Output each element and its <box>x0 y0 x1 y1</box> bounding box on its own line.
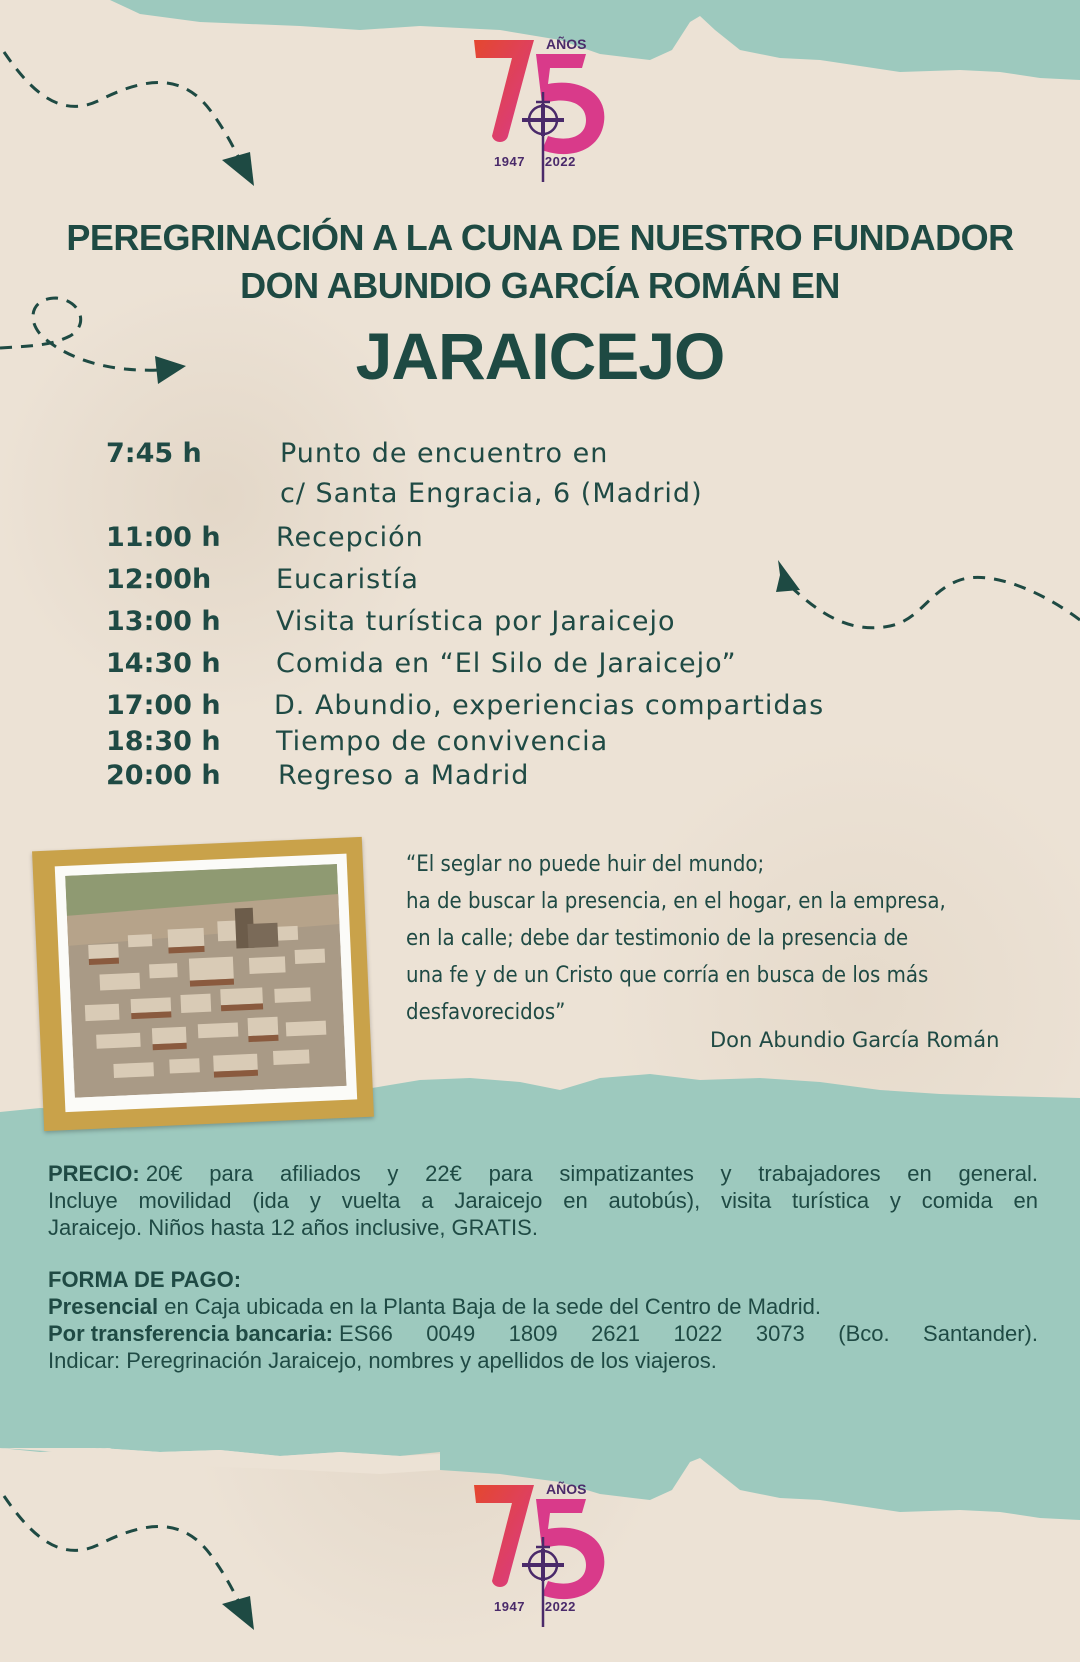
price-text-3: Jaraicejo. Niños hasta 12 años inclusive, GRATIS. <box>48 1215 538 1240</box>
quote-author: Don Abundio García Román <box>710 1028 1000 1052</box>
schedule-desc: Visita turística por Jaraicejo <box>276 606 676 637</box>
payment-transfer <box>48 1320 1038 1347</box>
schedule-desc: Recepción <box>276 522 424 553</box>
town-photo-frame <box>32 837 374 1131</box>
schedule-desc: Tiempo de convivencia <box>276 726 609 757</box>
schedule-time: 18:30 h <box>106 726 221 757</box>
logo-years <box>494 154 596 169</box>
payment-label: FORMA DE PAGO: <box>48 1267 242 1292</box>
title-line-2: DON ABUNDIO GARCÍA ROMÁN EN <box>240 265 840 306</box>
quote-line: ha de buscar la presencia, en el hogar, en la empresa, <box>406 889 946 914</box>
town-aerial-photo <box>65 864 346 1098</box>
presencial-text: en Caja ubicada en la Planta Baja de la sede del Centro de Madrid. <box>164 1294 821 1319</box>
payment-indicate <box>48 1347 1038 1374</box>
title-place: JARAICEJO <box>355 319 725 393</box>
price-line-3 <box>48 1214 1038 1241</box>
schedule-desc: c/ Santa Engracia, 6 (Madrid) <box>280 478 703 509</box>
price-text-1: 20€ para afiliados y 22€ para simpatizantes y trabajadores en general. <box>145 1161 1038 1186</box>
price-label: PRECIO: <box>48 1161 140 1186</box>
schedule-time: 20:00 h <box>106 760 221 791</box>
quote-line: desfavorecidos” <box>406 1000 566 1025</box>
schedule-time: 17:00 h <box>106 690 221 721</box>
schedule-time: 14:30 h <box>106 648 221 679</box>
logo-end-year: 2022 <box>544 1599 576 1614</box>
arrowhead-top-left <box>222 152 254 186</box>
payment-presencial <box>48 1293 1038 1320</box>
quote-line: en la calle; debe dar testimonio de la presencia de <box>406 926 909 951</box>
anniversary-logo-top <box>468 32 618 182</box>
schedule-desc: D. Abundio, experiencias compartidas <box>274 690 825 721</box>
schedule-time: 12:00h <box>106 564 212 595</box>
price-info <box>48 1160 1038 1241</box>
dashed-arrow-right <box>790 577 1080 627</box>
schedule-desc: Comida en “El Silo de Jaraicejo” <box>276 648 737 679</box>
transfer-label: Por transferencia bancaria: <box>48 1321 333 1346</box>
schedule-time: 7:45 h <box>106 438 202 469</box>
logo-start-year: 1947 <box>494 1599 525 1614</box>
founder-quote <box>406 846 1046 1031</box>
payment-info <box>48 1266 1038 1374</box>
schedule-time: 13:00 h <box>106 606 221 637</box>
logo-anos-label: AÑOS <box>546 1481 587 1497</box>
schedule-desc: Eucaristía <box>276 564 419 595</box>
presencial-label: Presencial <box>48 1294 159 1319</box>
schedule-desc: Punto de encuentro en <box>280 438 609 469</box>
dashed-arrow-top-left <box>4 52 245 170</box>
payment-heading <box>48 1266 1038 1293</box>
price-line-1 <box>48 1160 1038 1187</box>
schedule-time: 11:00 h <box>106 522 221 553</box>
logo-years <box>494 1599 596 1614</box>
title-line-1: PEREGRINACIÓN A LA CUNA DE NUESTRO FUNDADOR <box>66 217 1014 258</box>
price-line-2 <box>48 1187 1038 1214</box>
logo-start-year: 1947 <box>494 154 525 169</box>
dashed-arrow-bottom-left <box>4 1496 245 1614</box>
transfer-text: ES66 0049 1809 2621 1022 3073 (Bco. Santander). <box>339 1321 1038 1346</box>
quote-line: “El seglar no puede huir del mundo; <box>406 852 765 877</box>
price-text-2: Incluye movilidad (ida y vuelta a Jaraicejo en autobús), visita turística y comida en <box>48 1188 1038 1213</box>
indicate-text: Indicar: Peregrinación Jaraicejo, nombres y apellidos de los viajeros. <box>48 1348 717 1373</box>
photo-polaroid <box>55 854 357 1113</box>
arrowhead-right <box>776 560 800 592</box>
logo-anos-label: AÑOS <box>546 36 587 52</box>
anniversary-logo-bottom <box>468 1477 618 1627</box>
arrowhead-bottom-left <box>222 1596 254 1630</box>
logo-end-year: 2022 <box>544 154 576 169</box>
schedule-desc: Regreso a Madrid <box>278 760 530 791</box>
quote-line: una fe y de un Cristo que corría en busca de los más <box>406 963 929 988</box>
